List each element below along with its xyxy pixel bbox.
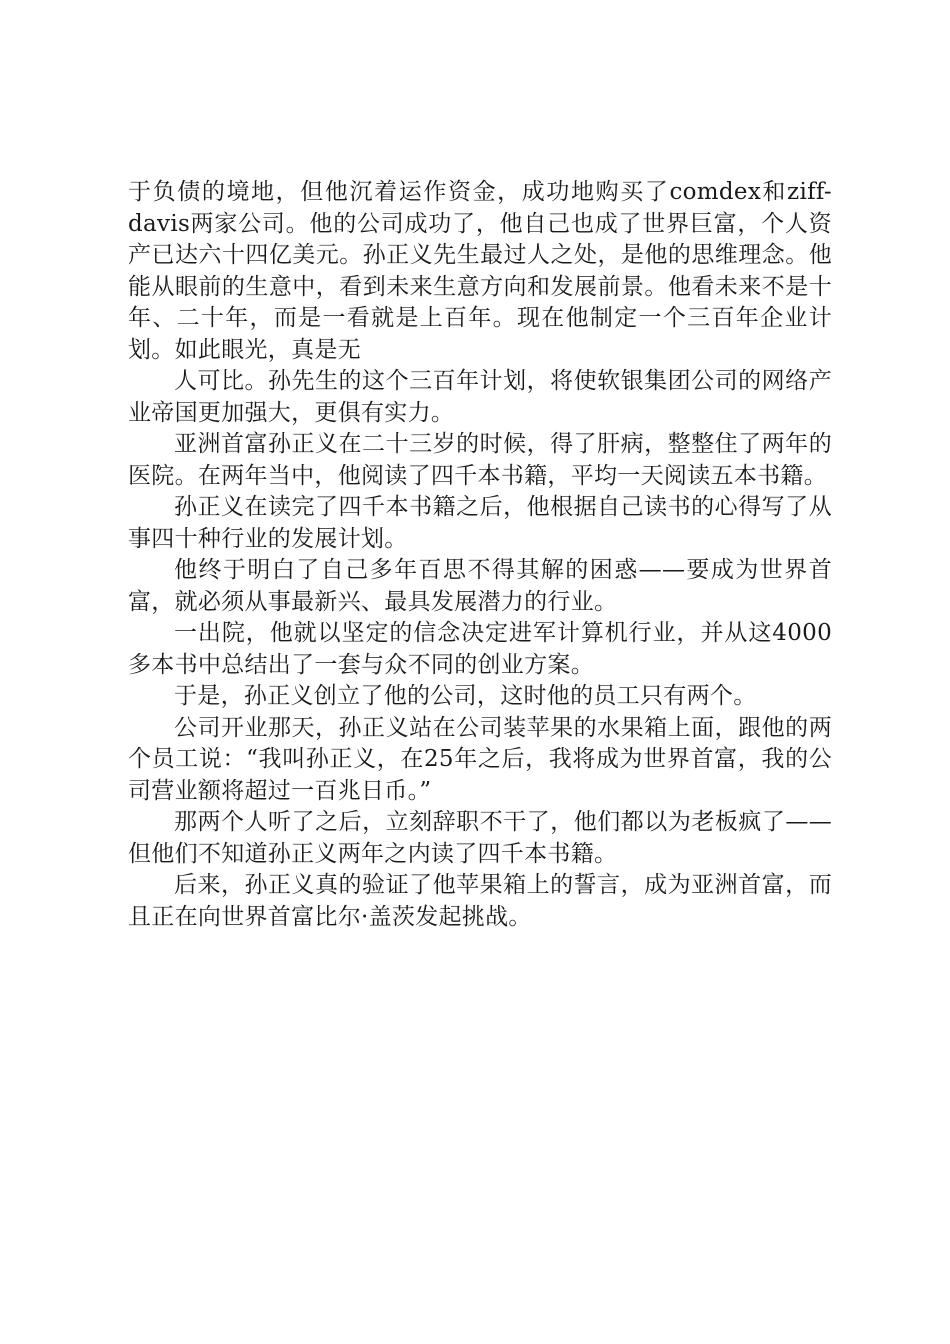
paragraph: 后来，孙正义真的验证了他苹果箱上的誓言，成为亚洲首富，而且正在向世界首富比尔·盖茨发起挑战。 — [128, 872, 832, 930]
paragraph-continued: 于负债的境地，但他沉着运作资金，成功地购买了comdex和ziff-davis两家公司。他的公司成功了，他自己也成了世界巨富，个人资产已达六十四亿美元。孙正义先生最过人之处，是他的思维理念。他能从眼前的生意中，看到未来生意方向和发展前景。他看未来不是十年、二十年，而是一看就是上百年。现在他制定一个三百年企业计划。如此眼光，真是无 — [128, 179, 832, 363]
paragraph: 公司开业那天，孙正义站在公司装苹果的水果箱上面，跟他的两个员工说：“我叫孙正义，在25年之后，我将成为世界首富，我的公司营业额将超过一百兆日币。” — [128, 714, 832, 804]
paragraph: 人可比。孙先生的这个三百年计划，将使软银集团公司的网络产业帝国更加强大，更俱有实力。 — [128, 368, 832, 426]
paragraph: 一出院，他就以坚定的信念决定进军计算机行业，并从这4000多本书中总结出了一套与众不同的创业方案。 — [128, 620, 832, 678]
paragraph: 孙正义在读完了四千本书籍之后，他根据自己读书的心得写了从事四十种行业的发展计划。 — [128, 494, 832, 552]
paragraph: 那两个人听了之后，立刻辞职不干了，他们都以为老板疯了——但他们不知道孙正义两年之内读了四千本书籍。 — [128, 809, 832, 867]
paragraph: 他终于明白了自己多年百思不得其解的困惑——要成为世界首富，就必须从事最新兴、最具发展潜力的行业。 — [128, 557, 832, 615]
paragraph: 于是，孙正义创立了他的公司，这时他的员工只有两个。 — [174, 683, 757, 709]
body-text — [128, 177, 832, 933]
paragraph: 亚洲首富孙正义在二十三岁的时候，得了肝病，整整住了两年的医院。在两年当中，他阅读了四千本书籍，平均一天阅读五本书籍。 — [128, 431, 832, 489]
